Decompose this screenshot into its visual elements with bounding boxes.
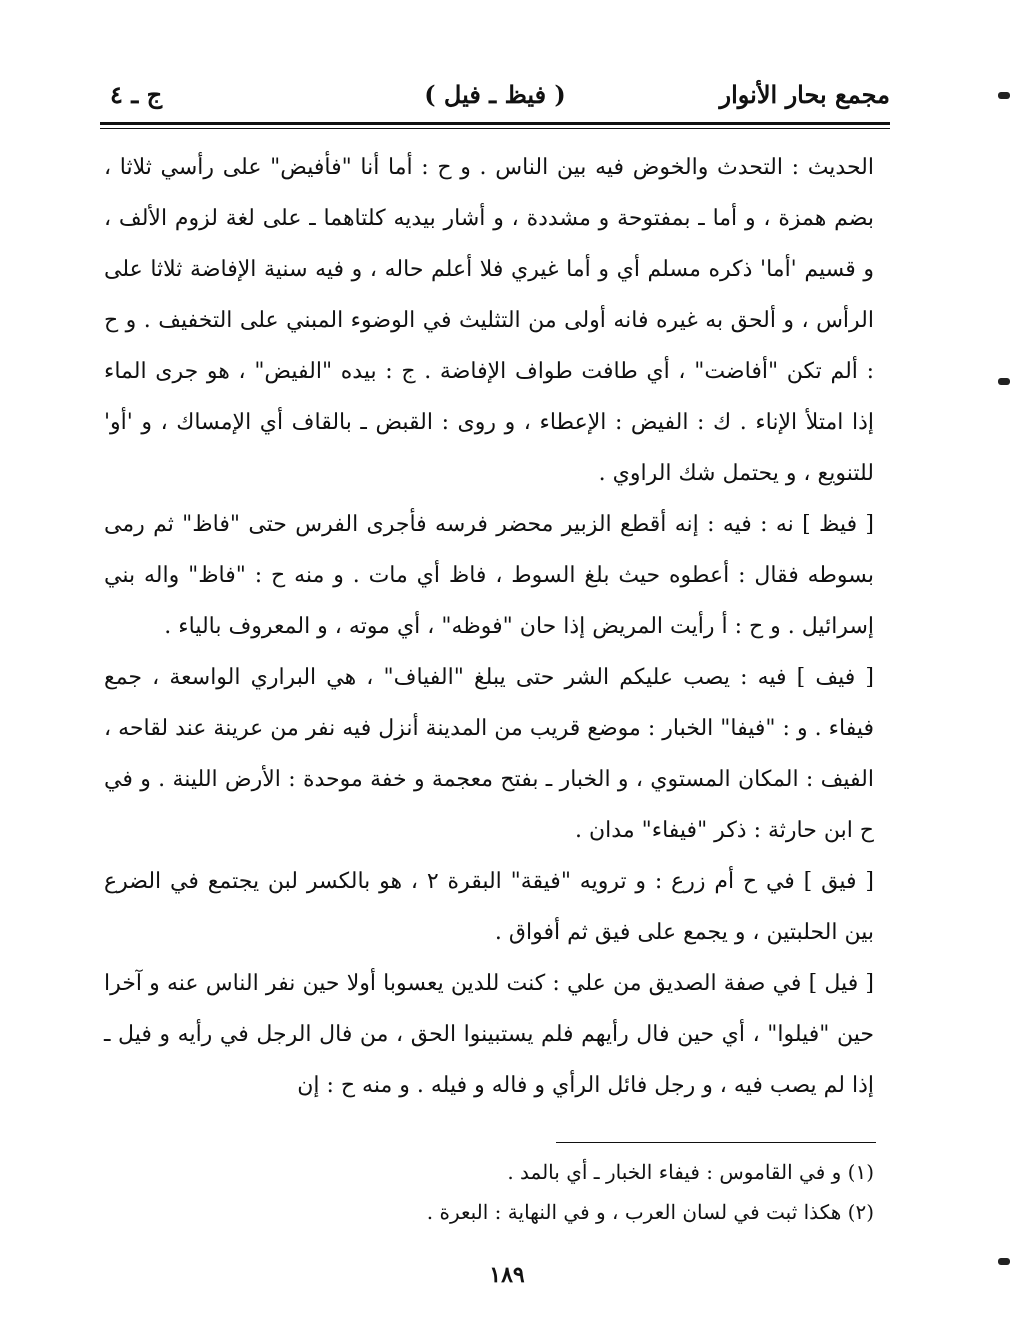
footnote-rule — [556, 1142, 876, 1143]
scan-edge-mark — [998, 1258, 1010, 1265]
page-number: ١٨٩ — [489, 1262, 525, 1288]
scan-edge-mark — [998, 378, 1010, 385]
volume-label: ج ـ ٤ — [110, 80, 163, 109]
header-rule-thin — [100, 128, 890, 129]
page-header — [100, 74, 890, 114]
scan-edge-mark — [998, 92, 1010, 99]
section-title: ( فيظ ـ فيل ) — [424, 80, 566, 109]
header-rule — [100, 122, 890, 125]
book-title: مجمع بحار الأنوار — [719, 80, 890, 109]
footnote-1: (١) و في القاموس : فيفاء الخبار ـ أي بالمد . — [507, 1160, 874, 1184]
paragraph-fayq: [ فيق ] في ح أم زرع : و ترويه "فيقة" البقرة ٢ ، هو بالكسر لبن يجتمع في الضرع بين الحلبتين ، و يجمع على فيق ثم أفواق . — [104, 869, 874, 945]
paragraph-fayd: الحديث : التحدث والخوض فيه بين الناس . و ح : أما أنا "فأفيض" على رأسي ثلاثا ، بضم همزة ، و أما ـ بمفتوحة و مشددة ، و أشار بيديه كلتاهما ـ على لغة لزوم الألف ، و قسيم 'أما' ذكره مسلم أي و أما غيري فلا أعلم حاله ، و فيه سنية الإفاضة ثلاثا على الرأس ، و ألحق به غيره فانه أولى من التثليث في الوضوء المبني على التخفيف . و ح : ألم تكن "أفاضت" ، أي طافت طواف الإفاضة . ج : بيده "الفيض" ، هو جرى الماء إذا امتلأ الإناء . ك : الفيض : الإعطاء ، و روى : القبض ـ بالقاف أي الإمساك ، و 'أو' للتنويع ، و يحتمل شك الراوي . — [104, 155, 874, 486]
main-text — [104, 142, 874, 1111]
paragraph-fayf: [ فيف ] فيه : يصب عليكم الشر حتى يبلغ "الفياف" ، هي البراري الواسعة ، جمع فيفاء . و : "فيفا" الخبار : موضع قريب من المدينة أنزل فيه نفر من عرينة عند لقاحه ، الفيف : المكان المستوي ، و الخبار ـ بفتح معجمة و خفة موحدة : الأرض اللينة . و في ح ابن حارثة : ذكر "فيفاء" مدان . — [104, 665, 874, 843]
footnotes — [104, 1152, 874, 1232]
footnote-2: (٢) هكذا ثبت في لسان العرب ، و في النهاية : البعرة . — [426, 1200, 874, 1224]
paragraph-fayl: [ فيل ] في صفة الصديق من علي : كنت للدين يعسوبا أولا حين نفر الناس عنه و آخرا حين "فيلوا" ، أي حين فال رأيهم فلم يستبينوا الحق ، من فال الرجل في رأيه و فيل ـ إذا لم يصب فيه ، و رجل فائل الرأي و فاله و فيله . و منه ح : إن — [104, 971, 874, 1098]
paragraph-fayz: [ فيظ ] نه : فيه : إنه أقطع الزبير محضر فرسه فأجرى الفرس حتى "فاظ" ثم رمى بسوطه فقال : أعطوه حيث بلغ السوط ، فاظ أي مات . و منه ح : "فاظ" واله بني إسرائيل . و ح : أ رأيت المريض إذا حان "فوظه" ، أي موته ، و المعروف بالياء . — [104, 512, 874, 639]
